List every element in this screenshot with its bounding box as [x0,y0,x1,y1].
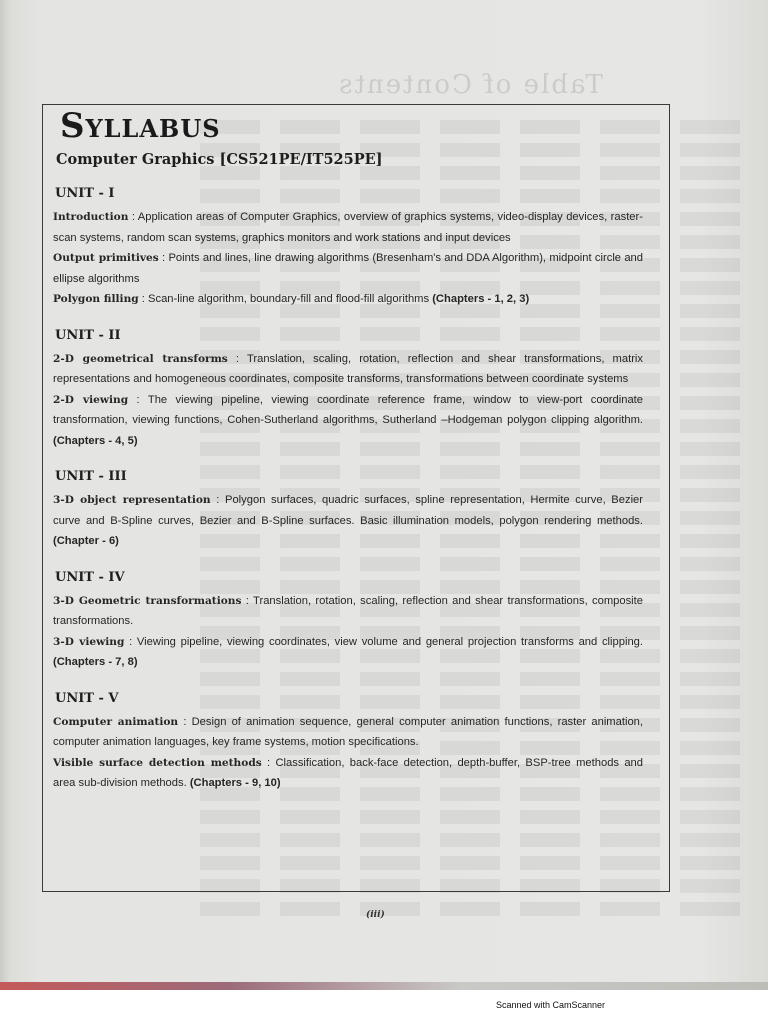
topic-term: Visible surface detection methods [53,756,262,769]
topic-paragraph [53,289,643,310]
unit-title: UNIT - II [55,327,121,343]
topic-paragraph [53,349,643,390]
topic-description: Polygon surfaces, quadric surfaces, spline representation, Hermite curve, Bezier curve and B-Spline curves, Bezier and B-Spline surfaces. Basic illumination models, polygon rendering methods. [53,494,644,527]
scanner-watermark: Scanned with CamScanner [496,1000,606,1010]
unit-title: UNIT - III [55,469,127,484]
topic-separator: : [128,393,148,406]
topic-description: Scan-line algorithm, boundary-fill and flood-fill algorithms [148,293,430,305]
topic-description: Translation, rotation, scaling, reflection and shear transformations, composite transformations. [53,594,643,627]
topic-term: Computer animation [53,715,179,728]
unit-section [53,570,643,673]
chapter-reference: (Chapters - 7, 8) [53,656,138,668]
topic-term: Output primitives [53,252,159,264]
topic-description: Application areas of Computer Graphics, overview of graphics systems, video-display devices, raster-scan systems, random scan systems, graphics monitors and work stations and input devices [53,211,643,244]
page-title: Syllabus [60,106,221,146]
topic-paragraph [53,591,643,632]
bleed-through-heading: Table of Contents [337,70,603,100]
subject-title: Computer Graphics [CS521PE/IT525PE] [56,151,383,168]
topic-separator: : [124,635,137,648]
topic-paragraph [53,207,643,248]
unit-section [53,328,643,452]
topic-separator: : [158,252,169,264]
chapter-reference: (Chapters - 1, 2, 3) [432,293,530,305]
topic-term: 3-D object representation [53,494,211,506]
unit-title: UNIT - IV [55,569,125,585]
topic-description: Classification, back-face detection, depth-buffer, BSP-tree methods and area sub-division methods. [53,756,644,789]
chapter-reference: (Chapters - 9, 10) [189,777,281,789]
unit-section [53,691,643,794]
topic-paragraph [53,490,643,552]
unit-section [53,186,643,310]
units-list [53,186,643,812]
topic-description: Design of animation sequence, general computer animation functions, raster animation, computer animation languages, key frame systems, motion specifications. [53,715,643,748]
chapter-reference: (Chapter - 6) [53,535,119,547]
topic-term: 3-D viewing [53,635,125,648]
topic-separator: : [210,494,225,506]
chapter-reference: (Chapters - 4, 5) [53,434,138,447]
topic-separator: : [128,211,138,223]
topic-term: 2-D geometrical transforms [53,352,228,365]
topic-paragraph [53,248,643,289]
topic-paragraph [53,712,643,753]
topic-separator: : [227,352,247,365]
topic-separator: : [138,293,149,305]
topic-description: Viewing pipeline, viewing coordinates, view volume and general projection transforms and clipping. [136,635,643,648]
topic-term: 2-D viewing [53,393,129,406]
unit-section [53,469,643,552]
topic-paragraph [53,753,643,794]
topic-description: Points and lines, line drawing algorithms (Bresenham's and DDA Algorithm), midpoint circle and ellipse algorithms [53,252,643,285]
topic-term: Polygon filling [53,293,139,305]
page-number: (iii) [366,910,385,920]
topic-term: 3-D Geometric transformations [53,594,242,607]
topic-paragraph [53,390,643,452]
unit-title: UNIT - I [55,186,115,201]
topic-term: Introduction [53,211,129,223]
topic-separator: : [241,594,254,607]
unit-title: UNIT - V [55,690,119,706]
topic-description: Translation, scaling, rotation, reflection and shear transformations, matrix representations and homogeneous coordinates, composite transforms, transformations between coordinate systems [53,352,644,385]
topic-paragraph [53,632,643,673]
page-edge-strip [0,982,768,990]
topic-separator: : [178,715,192,728]
topic-description: The viewing pipeline, viewing coordinate reference frame, window to view-port coordinate transformation, viewing functions, Cohen-Sutherland algorithms, Sutherland –Hodgeman polygon clipping algorithm. [53,393,643,426]
topic-separator: : [261,756,276,769]
